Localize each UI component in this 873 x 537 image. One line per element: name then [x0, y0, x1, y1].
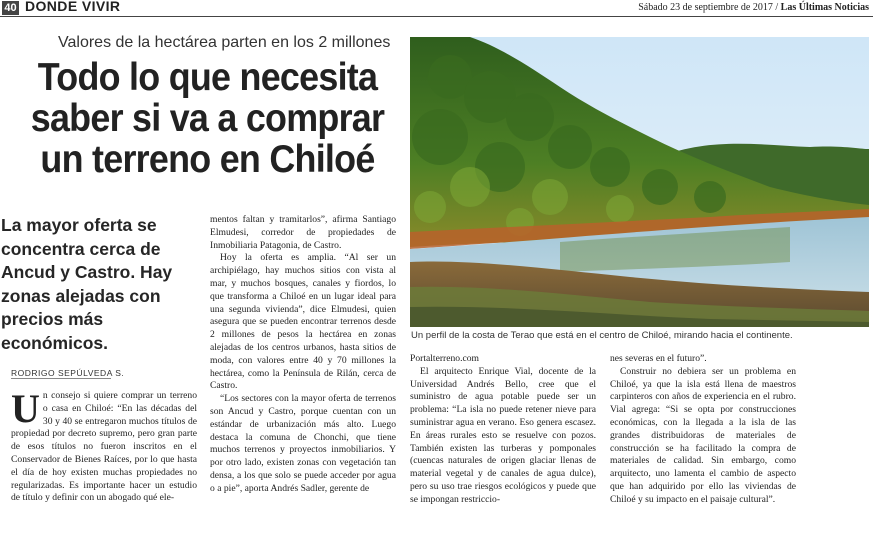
dateline-separator: / [772, 2, 781, 13]
col2-paragraph-1: mentos faltan y tramitarlos”, afirma Santiago Elmudesi, corredor de propiedades de Inmobiliaria Patagonia, de Castro. [210, 214, 396, 251]
photo-caption: Un perfil de la costa de Terao que está en el centro de Chiloé, mirando hacia el continente. [411, 330, 793, 341]
article-column-3 [410, 353, 596, 507]
col1-paragraph: n consejo si quiere comprar un terreno o casa en Chiloé: “En las décadas del 30 y 40 se entregaron muchos títulos de propiedad por decreto supremo, pero gran parte de esos títulos no fueron inscritos en el Conservador de Bienes Raíces, por lo que hasta el día de hoy existen muchas propiedades no regularizadas. Es importante hacer un estudio de título y definir con un abogado qué ele- [11, 390, 197, 504]
col3-paragraph-1: Portalterreno.com [410, 353, 479, 364]
col2-paragraph-2: Hoy la oferta es amplia. “Al ser un archipiélago, hay muchos sitios con vista al mar, y muchos bosques, canales y fiordos, lo que transforma a Chiloé en un lugar ideal para una segunda vivienda”, dice Elmudesi, quien asegura que se pueden encontrar terrenos desde 2 millones de pesos la hectárea en zonas alejadas de los centros urbanos, hasta sitios de moda, con valores entre 40 y 70 millones la hectárea, como la Península de Rilán, cerca de Castro. [210, 252, 396, 392]
issue-date: Sábado 23 de septiembre de 2017 [638, 2, 773, 13]
article-column-1 [11, 386, 197, 505]
col3-paragraph-2: El arquitecto Enrique Vial, docente de la Universidad Andrés Bello, cree que el suministro de agua potable puede ser un problema: “La isla no puede retener nieve para suministrar agua en verano. Eso genera escasez. En áreas rurales esto se resuelve con pozos. También existen las turberas y pomponales (cuencas naturales de origen glaciar llenas de material vegetal y de canales de agua dulce), pero su uso trae riesgos ecológicos y puede que se impongan restriccio- [410, 365, 596, 505]
article-headline: Todo lo que necesita saber si va a comprar un terreno en Chiloé [30, 56, 385, 181]
article-photo [410, 37, 869, 327]
drop-cap: U [11, 386, 40, 431]
publication-name: Las Últimas Noticias [780, 2, 869, 13]
article-kicker: Valores de la hectárea parten en los 2 millones [58, 34, 391, 51]
section-title: DONDE VIVIR [25, 0, 121, 14]
coast-landscape-photo [410, 37, 869, 327]
article-column-4 [610, 353, 796, 507]
col4-paragraph-2: Construir no debiera ser un problema en Chiloé, ya que la isla está llena de maestros carpinteros con años de experiencia en el rubro. Vial agrega: “Si se opta por construcciones económicas, con la llegada a la isla de las grandes distribuidoras de materiales de construcción se ha facilitado la compra de materiales de calidad. Sin embargo, como arquitecto, uno lamenta el cambio de aspecto que han adquirido por ello las viviendas de Chiloé y su impacto en el paisaje cultural”. [610, 365, 796, 505]
header-rule [0, 16, 873, 17]
page-number: 40 [2, 1, 19, 15]
article-column-2 [210, 214, 396, 496]
col4-paragraph-1: nes severas en el futuro”. [610, 353, 707, 364]
dateline [638, 2, 869, 13]
col2-paragraph-3: “Los sectores con la mayor oferta de terrenos son Ancud y Castro, porque cuentan con un estándar de urbanización más alto. Luego destaca la comuna de Chonchi, que tiene muchos terrenos y proyectos inmobiliarios. Y por otro lado, existen zonas con vegetación tan densa, a los que solo se puede acceder por agua o a pie”, aporta Andrés Sadler, gerente de [210, 393, 396, 494]
article-deck: La mayor oferta se concentra cerca de Ancud y Castro. Hay zonas alejadas con precios más económicos. [1, 215, 173, 353]
byline: RODRIGO SEPÚLVEDA S. [11, 368, 125, 378]
byline-rule [11, 378, 111, 379]
